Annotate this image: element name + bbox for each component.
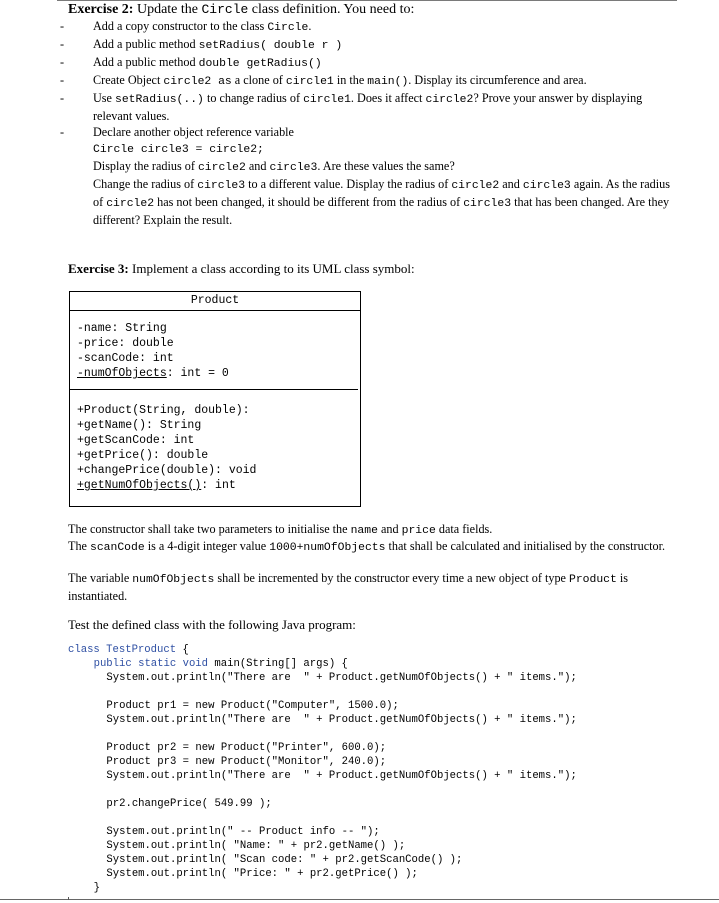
inline-code: circle2 [197,162,246,174]
code-line [68,643,577,657]
uml-attributes-compartment [70,312,358,390]
scancode-description [68,538,678,556]
code-text: Product pr2 = new Product("Printer", 600.0); [106,742,387,754]
code-line [68,797,577,811]
task-detail-line [93,158,680,176]
text-run: is instantiated. [68,571,629,603]
text-run: . Display its circumference and area. [408,73,587,87]
text-run: The [68,539,90,553]
text-run: Add a public method [93,37,199,51]
code-text: Product pr3 = new Product("Monitor", 240.0); [106,756,387,768]
uml-method: +getName(): String [77,419,202,432]
numofobjects-description [68,570,678,604]
inline-code: scanCode [90,542,145,554]
text-run: Declare another object reference variable [93,125,294,139]
inline-code: Product [569,574,617,586]
inline-code: double getRadius() [198,58,322,70]
task-detail-line [93,140,680,158]
java-code-listing [68,643,577,895]
text-run: Change the radius of [93,177,198,191]
member-type: : int = 0 [166,367,229,380]
task-item [60,72,680,90]
text-run: ? Prove your answer by displaying relevant values. [93,91,643,123]
text-run: a clone of [231,73,286,87]
inline-code: circle3 [269,162,318,174]
code-text: main(String[] args) { [214,658,348,670]
code-line [68,783,577,797]
text-run: has not been changed, it should be different from the radius of [154,195,464,209]
exercise2-task-list [60,18,680,228]
inline-code: circle2 [106,198,155,210]
uml-method: +getPrice(): double [77,449,209,462]
text-run: Display the radius of [93,159,198,173]
code-text: { [176,644,189,656]
inline-code: circle2 [425,94,474,106]
task-item [60,54,680,72]
inline-code: setRadius(..) [115,94,204,106]
inline-code: setRadius( double r ) [198,40,343,52]
code-line [68,825,577,839]
code-text: System.out.println("There are " + Product.getNumOfObjects() + " items."); [106,770,577,782]
static-member-name: -numOfObjects [77,367,167,380]
code-text: Product pr1 = new Product("Computer", 1500.0); [106,700,399,712]
text-run: that shall be calculated and initialised by the constructor. [385,539,666,553]
static-member-name: +getNumOfObjects() [77,479,202,492]
uml-methods-compartment [70,392,358,493]
constructor-description [68,521,678,539]
text-run: to change radius of [203,91,304,105]
exercise3-heading: Exercise 3: Implement a class according to its UML class symbol: [68,261,415,276]
inline-code: circle3 [463,198,512,210]
uml-class-diagram [69,291,361,507]
code-line [68,699,577,713]
text-run: to a different value. Display the radius of [245,177,452,191]
code-line [68,755,577,769]
text-run: in the [333,73,368,87]
task-item [60,18,680,36]
text-run: . Does it affect [350,91,426,105]
inline-code: circle3 [197,180,246,192]
code-line [68,727,577,741]
code-text: System.out.println( "Scan code: " + pr2.getScanCode() ); [106,854,463,866]
page-top-divider [57,0,677,1]
task-item [60,124,680,228]
inline-code: price [401,525,436,537]
task-item [60,36,680,54]
inline-code: main() [367,76,409,88]
code-line [68,769,577,783]
code-line [68,713,577,727]
uml-attribute: -name: String [77,322,167,335]
text-run: and [245,159,270,173]
exercise2-heading: Exercise 2: Update the Circle class definition. You need to: [68,2,415,17]
task-detail-line [93,176,680,228]
text-run: The constructor shall take two parameters to initialise the [68,522,351,536]
code-text: } [93,882,100,894]
uml-attribute: -price: double [77,337,174,350]
text-run: that has been changed. Are they different? Explain the result. [93,195,670,227]
uml-class-name: Product [70,292,360,311]
code-text: System.out.println("There are " + Product.getNumOfObjects() + " items."); [106,714,577,726]
code-class-name: TestProduct [106,644,177,656]
inline-code: name [350,525,378,537]
text-run: Add a copy constructor to the class [93,19,268,33]
inline-code: circle3 [522,180,571,192]
code-text: System.out.println( "Name: " + pr2.getName() ); [106,840,406,852]
inline-code: Circle circle3 = circle2; [93,144,264,156]
code-line [68,811,577,825]
inline-code: numOfObjects [132,574,215,586]
page-bottom-divider [0,899,719,900]
uml-method: +Product(String, double): [77,404,250,417]
code-text: pr2.changePrice( 549.99 ); [106,798,272,810]
text-run: is a 4-digit integer value [144,539,270,553]
text-run: . [308,19,312,33]
text-run: shall be incremented by the constructor every time a new object of type [214,571,569,585]
code-line [68,867,577,881]
text-run: again. As the radius of [93,177,670,209]
code-line [68,685,577,699]
uml-method: +changePrice(double): void [77,464,257,477]
text-run: . Are these values the same? [317,159,455,173]
code-keyword: class [68,644,107,656]
text-run: and [377,522,402,536]
code-text: System.out.println( "Price: " + pr2.getPrice() ); [106,868,418,880]
text-run: Use [93,91,116,105]
code-text: System.out.println("There are " + Product.getNumOfObjects() + " items."); [106,672,577,684]
inline-code: circle1 [285,76,334,88]
uml-attribute: -scanCode: int [77,352,174,365]
code-line [68,741,577,755]
inline-code: circle1 [303,94,351,106]
text-run: The variable [68,571,133,585]
code-text: System.out.println(" -- Product info -- "); [106,826,380,838]
uml-method [70,478,358,493]
inline-code: circle2 as [163,76,232,88]
uml-method: +getScanCode: int [77,434,195,447]
task-item [60,90,680,124]
uml-attribute [70,366,358,381]
code-line [68,881,577,895]
code-keyword: public static void [93,658,215,670]
text-run: data fields. [435,522,493,536]
inline-code: Circle [267,22,309,34]
test-program-heading: Test the defined class with the following Java program: [68,617,356,632]
code-line [68,839,577,853]
member-type: : int [201,479,236,492]
inline-code: circle2 [451,180,500,192]
text-run: Create Object [93,73,164,87]
code-line [68,853,577,867]
code-line [68,671,577,685]
text-run: Add a public method [93,55,199,69]
inline-code: 1000+numOfObjects [269,542,386,554]
code-line [68,657,577,671]
text-run: and [499,177,523,191]
page-edge-mark [68,897,77,900]
